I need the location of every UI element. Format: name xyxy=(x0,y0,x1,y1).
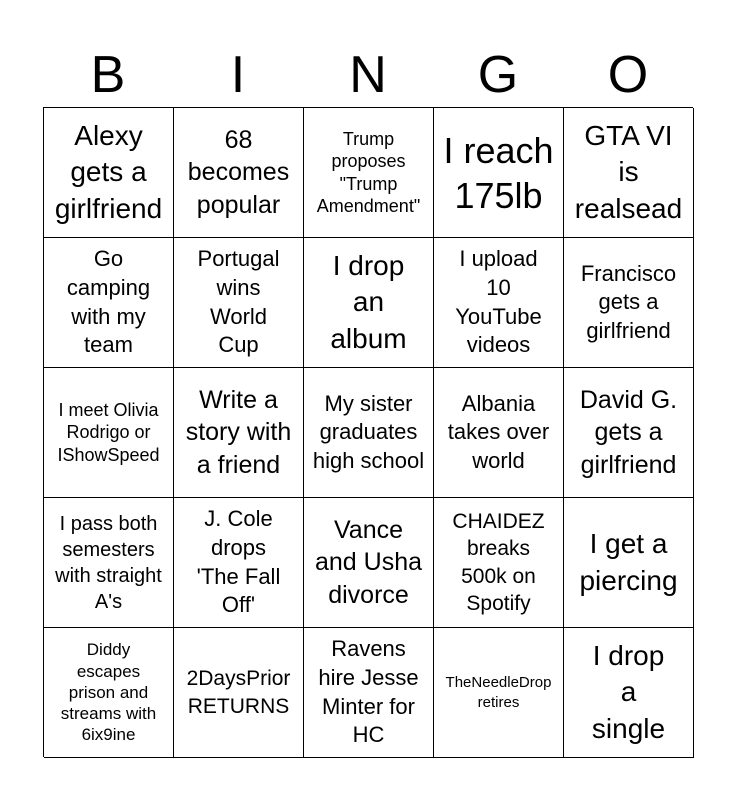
header-letter-g: G xyxy=(477,46,519,104)
bingo-cell[interactable]: TheNeedleDrop retires xyxy=(434,628,564,758)
bingo-cell[interactable]: David G. gets a girlfriend xyxy=(564,368,694,498)
bingo-cell[interactable]: I drop an album xyxy=(304,238,434,368)
bingo-cell[interactable]: Diddy escapes prison and streams with 6ix9ine xyxy=(44,628,174,758)
bingo-cell[interactable]: Go camping with my team xyxy=(44,238,174,368)
bingo-cell[interactable]: I upload 10 YouTube videos xyxy=(434,238,564,368)
bingo-cell[interactable]: J. Cole drops 'The Fall Off' xyxy=(174,498,304,628)
bingo-cell[interactable]: I meet Olivia Rodrigo or IShowSpeed xyxy=(44,368,174,498)
bingo-cell[interactable]: Alexy gets a girlfriend xyxy=(44,108,174,238)
bingo-cell[interactable]: I pass both semesters with straight A's xyxy=(44,498,174,628)
header-letter-n: N xyxy=(349,46,387,104)
bingo-grid xyxy=(43,107,693,757)
bingo-header xyxy=(43,42,693,108)
bingo-cell[interactable]: Write a story with a friend xyxy=(174,368,304,498)
bingo-cell[interactable]: I reach 175lb xyxy=(434,108,564,238)
bingo-cell[interactable]: I get a piercing xyxy=(564,498,694,628)
bingo-cell[interactable]: I drop a single xyxy=(564,628,694,758)
bingo-cell[interactable]: GTA VI is realsead xyxy=(564,108,694,238)
bingo-cell[interactable]: Portugal wins World Cup xyxy=(174,238,304,368)
bingo-cell[interactable]: 2DaysPrior RETURNS xyxy=(174,628,304,758)
bingo-cell[interactable]: 68 becomes popular xyxy=(174,108,304,238)
bingo-cell[interactable]: Ravens hire Jesse Minter for HC xyxy=(304,628,434,758)
bingo-cell[interactable]: Vance and Usha divorce xyxy=(304,498,434,628)
header-letter-o: O xyxy=(607,46,649,104)
bingo-cell[interactable]: Trump proposes "Trump Amendment" xyxy=(304,108,434,238)
header-letter-i: I xyxy=(230,46,246,104)
bingo-cell[interactable]: My sister graduates high school xyxy=(304,368,434,498)
bingo-cell[interactable]: Albania takes over world xyxy=(434,368,564,498)
bingo-cell[interactable]: Francisco gets a girlfriend xyxy=(564,238,694,368)
bingo-cell[interactable]: CHAIDEZ breaks 500k on Spotify xyxy=(434,498,564,628)
header-letter-b: B xyxy=(90,46,126,104)
